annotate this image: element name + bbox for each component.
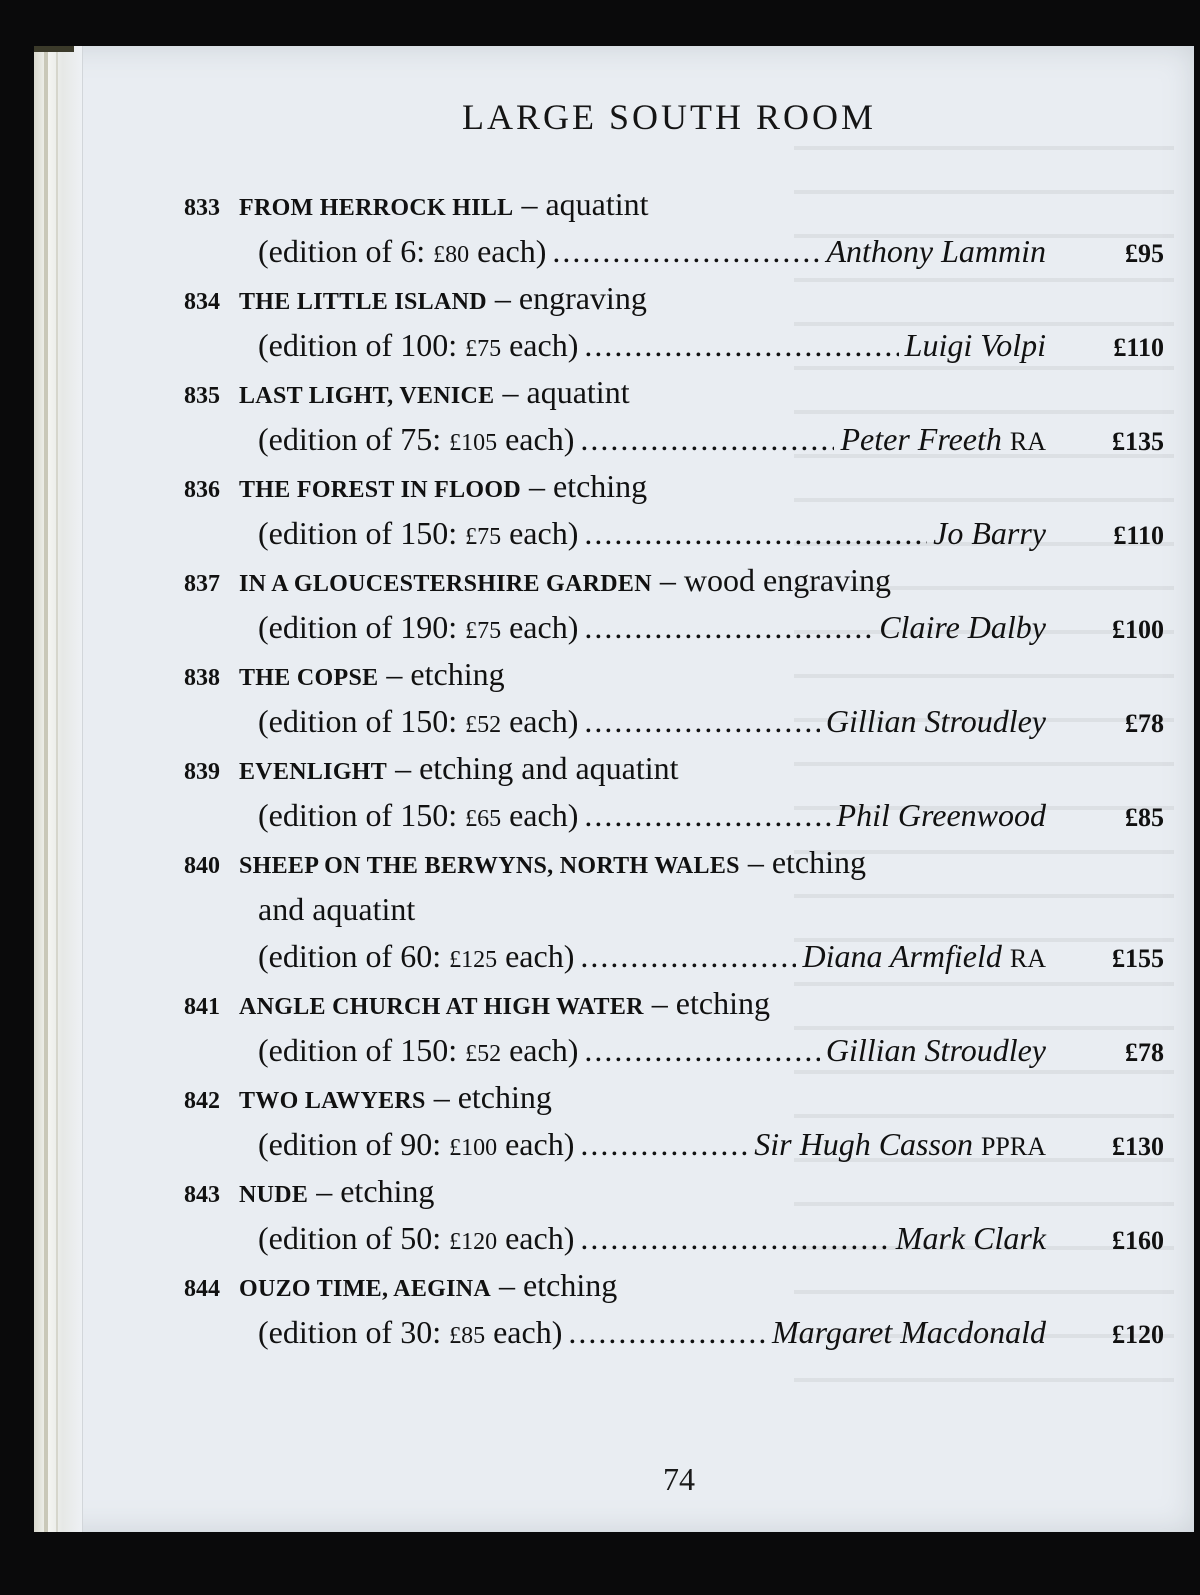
entry-detail-line (184, 1121, 1164, 1168)
entry-medium: – etching (651, 985, 770, 1021)
page-edge (34, 46, 83, 1532)
catalogue-entry (184, 463, 1164, 557)
entry-detail-line (184, 510, 1164, 557)
entry-price: £95 (1125, 239, 1164, 268)
entry-title: IN A GLOUCESTERSHIRE GARDEN (239, 571, 652, 597)
entry-medium: – etching (747, 844, 866, 880)
entry-price: £135 (1112, 427, 1164, 456)
entry-title: LAST LIGHT, VENICE (239, 383, 495, 409)
leader-dots (580, 1215, 889, 1262)
edition-price: £120 (449, 1229, 498, 1255)
catalogue-entries (184, 181, 1164, 1356)
entry-medium: – aquatint (502, 374, 630, 410)
book-page (34, 46, 1194, 1532)
edition-price: £52 (465, 712, 502, 738)
artist-suffix: RA (1009, 427, 1046, 456)
entry-title-line (184, 463, 1164, 510)
edition-count: (edition of 60: (258, 938, 450, 974)
leader-dots (552, 228, 820, 275)
entry-title: THE COPSE (239, 665, 379, 691)
edition-each: each) (497, 1126, 575, 1162)
leader-dots (580, 933, 796, 980)
entry-detail-line (184, 1215, 1164, 1262)
artist: Phil Greenwood (836, 797, 1046, 833)
edition-price: £105 (449, 430, 498, 456)
entry-medium: – etching (499, 1267, 618, 1303)
artist: Claire Dalby (879, 609, 1046, 645)
edition-each: each) (485, 1314, 563, 1350)
entry-medium: – etching (386, 656, 505, 692)
edition-count: (edition of 150: (258, 515, 466, 551)
edition-info (258, 322, 578, 373)
entry-detail-line (184, 322, 1164, 369)
edition-count: (edition of 190: (258, 609, 466, 645)
edition-price: £125 (449, 947, 498, 973)
artist: Anthony Lammin (826, 233, 1046, 269)
catalogue-entry (184, 557, 1164, 651)
entry-title-line (184, 745, 1164, 792)
entry-price: £120 (1112, 1320, 1164, 1349)
artist: Peter Freeth (840, 421, 1002, 457)
edition-info (258, 1215, 574, 1266)
entry-price: £155 (1112, 944, 1164, 973)
entry-number: 837 (184, 571, 220, 597)
entry-number: 836 (184, 477, 220, 503)
edition-each: each) (501, 703, 579, 739)
edition-count: (edition of 150: (258, 703, 466, 739)
entry-title-line (184, 839, 1164, 886)
catalogue-entry (184, 651, 1164, 745)
running-head: LARGE SOUTH ROOM (461, 97, 876, 137)
entry-price: £85 (1125, 803, 1164, 832)
entry-price: £110 (1113, 333, 1164, 362)
edition-info (258, 510, 578, 561)
edition-info (258, 933, 574, 984)
artist-name (905, 322, 1046, 369)
edition-info (258, 228, 546, 279)
entry-number: 839 (184, 759, 220, 785)
entry-number: 834 (184, 289, 220, 315)
entry-title-line (184, 651, 1164, 698)
entry-title: ANGLE CHURCH AT HIGH WATER (239, 994, 644, 1020)
edition-count: (edition of 90: (258, 1126, 450, 1162)
catalogue-entry (184, 1074, 1164, 1168)
entry-number: 842 (184, 1088, 220, 1114)
edition-each: each) (501, 609, 579, 645)
entry-title-line (184, 369, 1164, 416)
entry-medium-continued: and aquatint (258, 891, 416, 927)
catalogue-entry (184, 745, 1164, 839)
entry-price: £160 (1112, 1226, 1164, 1255)
entry-medium: – etching and aquatint (395, 750, 679, 786)
leader-dots (584, 604, 873, 651)
edition-each: each) (469, 233, 547, 269)
artist-name (754, 1121, 1046, 1170)
artist: Diana Armfield (802, 938, 1002, 974)
leader-dots (584, 322, 898, 369)
entry-medium: – wood engraving (659, 562, 891, 598)
artist: Sir Hugh Casson (754, 1126, 973, 1162)
entry-title-line (184, 1262, 1164, 1309)
catalogue-entry (184, 275, 1164, 369)
artist-name (826, 1027, 1046, 1074)
artist-name (802, 933, 1046, 982)
edition-count: (edition of 100: (258, 327, 466, 363)
entry-detail-line (184, 1027, 1164, 1074)
entry-detail-line (184, 792, 1164, 839)
entry-title: THE LITTLE ISLAND (239, 289, 487, 315)
artist-name (933, 510, 1046, 557)
entry-title: OUZO TIME, AEGINA (239, 1276, 492, 1302)
entry-title: EVENLIGHT (239, 759, 388, 785)
entry-detail-line (184, 228, 1164, 275)
entry-number: 835 (184, 383, 220, 409)
entry-title-line (184, 1168, 1164, 1215)
entry-price: £110 (1113, 521, 1164, 550)
entry-number: 840 (184, 853, 220, 879)
entry-detail-line (184, 604, 1164, 651)
edition-count: (edition of 150: (258, 797, 466, 833)
edition-each: each) (497, 1220, 575, 1256)
edition-each: each) (501, 1032, 579, 1068)
catalogue-entry (184, 839, 1164, 980)
edition-info (258, 1121, 574, 1172)
entry-number: 838 (184, 665, 220, 691)
leader-dots (580, 416, 834, 463)
leader-dots (584, 1027, 820, 1074)
edition-count: (edition of 75: (258, 421, 450, 457)
artist-name (826, 228, 1046, 275)
entry-price: £78 (1125, 709, 1164, 738)
artist-name (840, 416, 1046, 465)
edition-count: (edition of 30: (258, 1314, 450, 1350)
edition-price: £75 (465, 336, 502, 362)
edition-each: each) (497, 421, 575, 457)
entry-title: NUDE (239, 1182, 309, 1208)
leader-dots (584, 510, 927, 557)
artist-name (837, 792, 1046, 839)
entry-medium: – engraving (494, 280, 647, 316)
edition-price: £80 (433, 242, 470, 268)
edition-count: (edition of 150: (258, 1032, 466, 1068)
entry-number: 841 (184, 994, 220, 1020)
edition-count: (edition of 50: (258, 1220, 450, 1256)
entry-detail-line (184, 698, 1164, 745)
entry-medium: – etching (528, 468, 648, 504)
entry-medium: – etching (433, 1079, 552, 1115)
artist: Luigi Volpi (904, 327, 1046, 363)
edition-price: £75 (465, 524, 502, 550)
edition-info (258, 698, 578, 749)
artist: Margaret Macdonald (771, 1314, 1046, 1350)
entry-detail-line (184, 933, 1164, 980)
edition-price: £75 (465, 618, 502, 644)
page-number: 74 (663, 1461, 695, 1497)
entry-number: 843 (184, 1182, 220, 1208)
artist-name (879, 604, 1046, 651)
catalogue-entry (184, 181, 1164, 275)
edition-price: £100 (449, 1135, 498, 1161)
artist-name (772, 1309, 1046, 1356)
entry-title: FROM HERROCK HILL (239, 195, 514, 221)
entry-title-line (184, 980, 1164, 1027)
entry-title: TWO LAWYERS (239, 1088, 426, 1114)
edition-info (258, 604, 578, 655)
edition-count: (edition of 6: (258, 233, 434, 269)
leader-dots (584, 698, 820, 745)
entry-detail-line (184, 416, 1164, 463)
edition-info (258, 416, 574, 467)
artist: Gillian Stroudley (825, 1032, 1046, 1068)
artist-name (896, 1215, 1046, 1262)
artist: Mark Clark (895, 1220, 1046, 1256)
entry-price: £130 (1112, 1132, 1164, 1161)
edition-each: each) (501, 327, 579, 363)
entry-number: 844 (184, 1276, 220, 1302)
artist-name (826, 698, 1046, 745)
edition-each: each) (497, 938, 575, 974)
leader-dots (584, 792, 830, 839)
artist: Gillian Stroudley (825, 703, 1046, 739)
catalogue-entry (184, 369, 1164, 463)
entry-title: THE FOREST IN FLOOD (239, 477, 521, 503)
artist-suffix: RA (1009, 944, 1046, 973)
artist-suffix: PPRA (980, 1132, 1046, 1161)
entry-title-line (184, 181, 1164, 228)
catalogue-entry (184, 1262, 1164, 1356)
entry-title-line (184, 1074, 1164, 1121)
edition-price: £85 (449, 1323, 486, 1349)
entry-price: £78 (1125, 1038, 1164, 1067)
edition-price: £52 (465, 1041, 502, 1067)
artist: Jo Barry (933, 515, 1046, 551)
edition-each: each) (501, 797, 579, 833)
edition-info (258, 1027, 578, 1078)
entry-medium: – aquatint (521, 186, 649, 222)
entry-price: £100 (1112, 615, 1164, 644)
leader-dots (568, 1309, 766, 1356)
edition-info (258, 792, 578, 843)
entry-title-line (184, 275, 1164, 322)
entry-title: SHEEP ON THE BERWYNS, NORTH WALES (239, 853, 740, 879)
catalogue-entry (184, 980, 1164, 1074)
entry-medium: – etching (316, 1173, 435, 1209)
edition-each: each) (501, 515, 579, 551)
edition-price: £65 (465, 806, 502, 832)
edition-info (258, 1309, 562, 1360)
leader-dots (580, 1121, 748, 1168)
entry-title-line (184, 557, 1164, 604)
catalogue-entry (184, 1168, 1164, 1262)
binding-band (34, 46, 74, 52)
entry-detail-line (184, 1309, 1164, 1356)
entry-number: 833 (184, 195, 220, 221)
